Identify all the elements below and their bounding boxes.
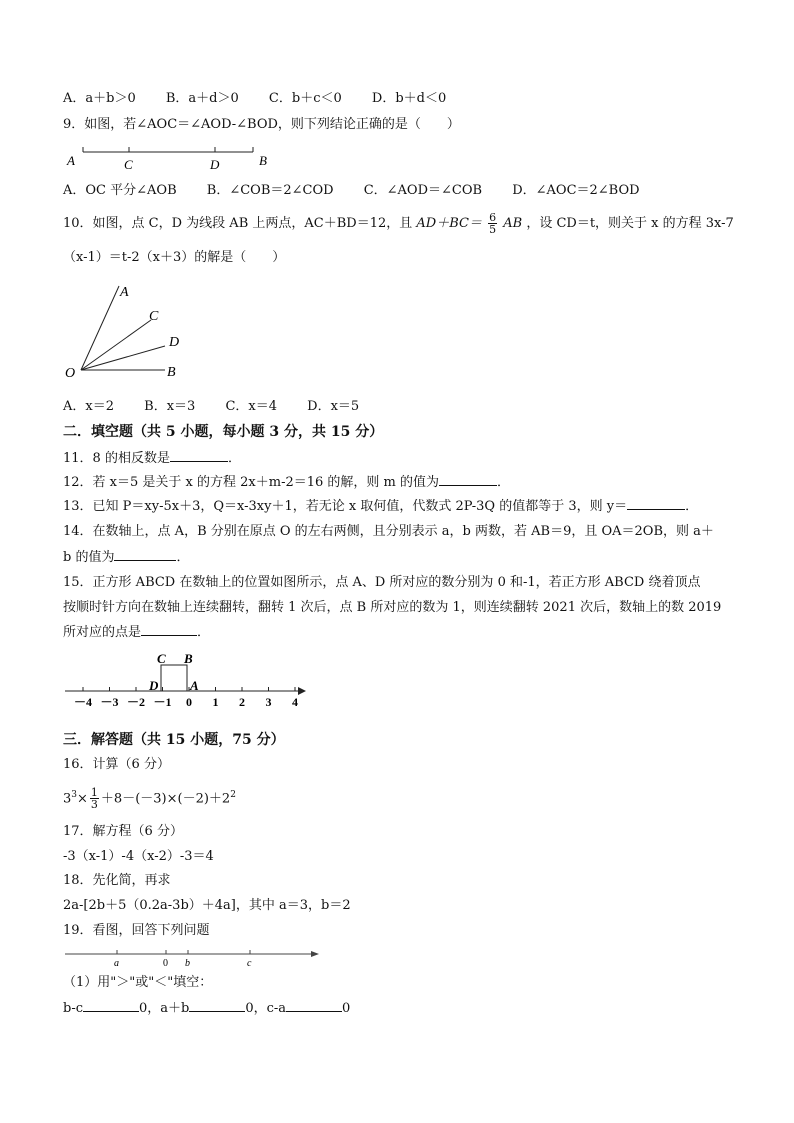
q13-post: ． — [685, 499, 699, 514]
q15-tick-label: 1 — [212, 695, 219, 709]
q8-option-c: C．b＋c＜0 — [268, 91, 342, 106]
section2-heading: 二．填空题（共 5 小题，每小题 3 分，共 15 分） — [63, 424, 384, 440]
q16-exp1: 3 — [71, 790, 78, 800]
q9-label-a: A — [67, 153, 75, 168]
q10-label-o: O — [65, 366, 76, 381]
q14-line2 — [63, 548, 189, 567]
q15-line2: 按顺时针方向在数轴上连续翻转，翻转 1 次后，点 B 所对应的数为 1，则连续翻转 2021 次后，数轴上的数 2019 — [63, 600, 722, 615]
q12-post: ． — [497, 475, 511, 490]
q15-tick-label: －2 — [126, 695, 146, 709]
q19-blank-2[interactable] — [189, 999, 245, 1012]
q14-post: ． — [176, 550, 190, 565]
q9-stem: 9．如图，若∠AOC＝∠AOD-∠BOD，则下列结论正确的是（ ） — [63, 117, 460, 132]
q11-post: ． — [227, 451, 241, 466]
q10-frac-num: 6 — [489, 211, 497, 224]
q18-title: 18．先化简，再求 — [63, 873, 171, 888]
q10-stem-b: ，设 CD＝t，则关于 x 的方程 3x-7 — [526, 216, 734, 231]
q8-option-d: D．b＋d＜0 — [371, 91, 447, 106]
q10-label-b: B — [167, 365, 176, 380]
q16-times: × — [77, 791, 88, 807]
q16-title: 16．计算（6 分） — [63, 757, 170, 772]
q19-number-line-figure — [63, 945, 333, 971]
q12-answer-blank[interactable] — [439, 473, 497, 486]
q19-title: 19．看图，回答下列问题 — [63, 923, 210, 938]
q15-label-d: D — [149, 678, 159, 693]
q19-axis-arrow — [311, 951, 319, 957]
q8-option-b: B．a＋d＞0 — [165, 91, 239, 106]
q16-expression — [63, 784, 236, 810]
q9-label-d: D — [210, 157, 220, 172]
q10-fraction — [488, 212, 497, 235]
q15-line1: 15．正方形 ABCD 在数轴上的位置如图所示，点 A、D 所对应的数分别为 0 和-1，若正方形 ABCD 绕着顶点 — [63, 575, 701, 590]
q19-label-b: b — [185, 958, 190, 969]
q19-fill2: 0，a＋b — [139, 1001, 190, 1016]
q17-title: 17．解方程（6 分） — [63, 824, 183, 839]
q16-exp2: 2 — [230, 790, 236, 800]
q19-label-c: c — [247, 958, 252, 969]
q9-option-d: D．∠AOC＝2∠BOD — [512, 183, 640, 198]
q15-answer-blank[interactable] — [141, 623, 197, 636]
q10-formula-rhs: AB — [503, 216, 523, 231]
q10-stem-a: 10．如图，点 C，D 为线段 AB 上两点，AC＋BD＝12，且 — [63, 216, 413, 231]
q19-label-0: 0 — [163, 958, 168, 969]
q19-fill3: 0，c-a — [245, 1001, 287, 1016]
q19-label-a: a — [114, 958, 119, 969]
q9-label-b: B — [259, 153, 267, 168]
q9-segment-figure — [63, 143, 283, 173]
q10-options — [63, 398, 385, 416]
q11-answer-blank[interactable] — [170, 449, 228, 462]
q19-sub1: （1）用"＞"或"＜"填空： — [63, 975, 213, 990]
q15-label-b: B — [184, 651, 193, 666]
q19-fill-line — [63, 999, 350, 1018]
q14-answer-blank[interactable] — [114, 548, 176, 561]
q10-formula-lhs: AD＋BC＝ — [416, 216, 482, 231]
q16-frac-num: 1 — [90, 786, 98, 800]
q12-pre: 12．若 x＝5 是关于 x 的方程 2x＋m-2＝16 的解，则 m 的值为 — [63, 475, 439, 490]
q15-post: ． — [197, 625, 211, 640]
q10-frac-den: 5 — [489, 223, 497, 236]
q11 — [63, 449, 241, 468]
q10-option-b: B．x＝3 — [144, 399, 196, 414]
q15-line3-pre: 所对应的点是 — [63, 625, 142, 640]
q19-blank-1[interactable] — [83, 999, 139, 1012]
q10-option-c: C．x＝4 — [225, 399, 277, 414]
q13-pre: 13．已知 P＝xy-5x＋3，Q＝x-3xy＋1，若无论 x 取何值，代数式 2P-3Q 的值都等于 3，则 y＝ — [63, 499, 628, 514]
q10-ray-oc — [81, 320, 151, 370]
q10-label-a: A — [120, 285, 129, 300]
q15-tick-label: －4 — [73, 695, 93, 709]
q13-answer-blank[interactable] — [627, 497, 685, 510]
q10-stem-c: （x-1）＝t-2（x＋3）的解是（ ） — [63, 250, 286, 265]
q9-option-a: A．OC 平分∠AOB — [63, 183, 177, 198]
q8-option-a: A．a＋b＞0 — [63, 91, 136, 106]
q9-label-c: C — [124, 157, 133, 172]
q19-fill-end: 0 — [342, 1001, 351, 1016]
q10-ray-od — [81, 346, 165, 370]
q10-option-a: A．x＝2 — [63, 399, 114, 414]
q15-tick-label: 0 — [186, 695, 192, 709]
q8-options — [63, 90, 472, 108]
q10-option-d: D．x＝5 — [307, 399, 360, 414]
q9-options — [63, 182, 666, 200]
q15-tick-label: 2 — [239, 695, 245, 709]
q19-blank-3[interactable] — [286, 999, 342, 1012]
q16-fraction — [90, 787, 99, 810]
q12 — [63, 473, 510, 492]
q9-option-b: B．∠COB＝2∠COD — [206, 183, 334, 198]
q15-square — [161, 665, 187, 691]
q9-option-c: C．∠AOD＝∠COB — [363, 183, 483, 198]
q14-line2-pre: b 的值为 — [63, 550, 115, 565]
q10-stem-line1 — [63, 212, 734, 235]
q15-line3 — [63, 623, 210, 642]
q15-number-line-figure — [63, 650, 313, 712]
q10-label-d: D — [169, 335, 180, 350]
q15-label-a: A — [190, 678, 199, 693]
q16-rest: ＋8－(－3)×(－2)＋2 — [100, 791, 231, 807]
q16-base1: 3 — [63, 791, 72, 807]
q15-ticks — [74, 687, 298, 709]
q15-label-c: C — [157, 651, 166, 666]
q10-angle-figure — [63, 282, 203, 382]
q18-expression: 2a-[2b＋5（0.2a-3b）＋4a]，其中 a＝3，b＝2 — [63, 898, 351, 913]
q17-equation: -3（x-1）-4（x-2）-3＝4 — [63, 849, 214, 864]
section3-heading: 三．解答题（共 15 小题，75 分） — [63, 732, 285, 748]
q15-axis-arrow — [298, 687, 306, 695]
q19-fill1: b-c — [63, 1001, 83, 1016]
q10-label-c: C — [149, 309, 159, 324]
q15-tick-label: －1 — [153, 695, 172, 709]
q15-tick-label: 4 — [292, 695, 298, 709]
q11-pre: 11．8 的相反数是 — [63, 451, 170, 466]
q13 — [63, 497, 698, 516]
q16-frac-den: 3 — [90, 798, 98, 812]
q15-tick-label: －3 — [100, 695, 119, 709]
q10-ray-oa — [81, 286, 119, 370]
q14-line1: 14．在数轴上，点 A，B 分别在原点 O 的左右两侧，且分别表示 a，b 两数，若 AB＝9，且 OA＝2OB，则 a＋ — [63, 524, 714, 539]
q15-tick-label: 3 — [265, 695, 272, 709]
